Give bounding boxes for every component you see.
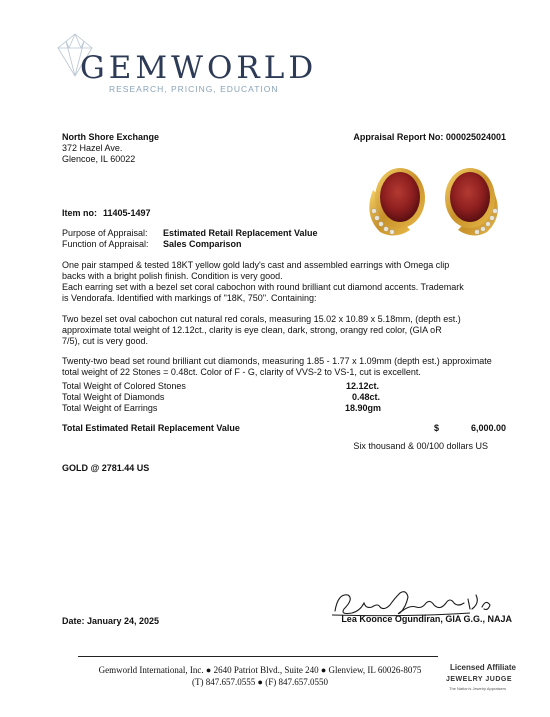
- function-label: Function of Appraisal:: [62, 239, 149, 249]
- weight-label-colored-stones: Total Weight of Colored Stones: [62, 381, 186, 391]
- description-line: is Vendorafa. Identified with markings of "18K, 750". Containing:: [62, 293, 317, 303]
- coral-description-line: approximate total weight of 12.12ct., clarity is eye clean, dark, strong, orangy red color, (GIA oR: [62, 325, 442, 335]
- client-address-line1: 372 Hazel Ave.: [62, 143, 123, 153]
- gold-price: GOLD @ 2781.44 US: [62, 463, 150, 473]
- footer-divider: [78, 656, 438, 657]
- client-address-line2: Glencoe, IL 60022: [62, 154, 136, 164]
- weight-value-earrings: 18.90gm: [345, 403, 382, 413]
- coral-description-line: 7/5), cut is very good.: [62, 336, 149, 346]
- purpose-label: Purpose of Appraisal:: [62, 228, 148, 238]
- appraiser-name: Lea Koonce Ogundiran, GIA G.G., NAJA: [341, 614, 512, 624]
- company-tagline: RESEARCH, PRICING, EDUCATION: [109, 84, 279, 94]
- affiliate-title: Licensed Affiliate: [450, 663, 516, 672]
- client-name: North Shore Exchange: [62, 132, 160, 142]
- total-value-amount: 6,000.00: [470, 423, 506, 433]
- item-number-value: 11405-1497: [103, 208, 151, 218]
- item-number-label: Item no:: [62, 208, 97, 218]
- footer-phone: (T) 847.657.0555 ● (F) 847.657.0550: [192, 677, 328, 687]
- currency-symbol: $: [434, 423, 440, 433]
- weight-value-diamonds: 0.48ct.: [352, 392, 381, 402]
- affiliate-tagline: The Nation's Jewelry Appraisers: [449, 686, 507, 691]
- description-line: backs with a bright polish finish. Condition is very good.: [62, 271, 283, 281]
- weight-label-earrings: Total Weight of Earrings: [62, 403, 158, 413]
- weight-label-diamonds: Total Weight of Diamonds: [62, 392, 165, 402]
- report-number: Appraisal Report No: 000025024001: [353, 132, 506, 142]
- right-earring: [445, 168, 498, 236]
- total-value-words: Six thousand & 00/100 dollars US: [353, 441, 488, 451]
- affiliate-logo: JEWELRY JUDGE: [446, 676, 513, 683]
- appraisal-date: Date: January 24, 2025: [62, 616, 160, 626]
- description-line: Each earring set with a bezel set coral cabochon with round brilliant cut diamond accents. Trademark: [62, 282, 464, 292]
- footer-address: Gemworld International, Inc. ● 2640 Patriot Blvd., Suite 240 ● Glenview, IL 60026-8075: [98, 665, 422, 675]
- diamond-description-line: total weight of 22 Stones = 0.48ct. Color of F - G, clarity of VVS-2 to VS-1, cut is excellent.: [62, 367, 421, 377]
- coral-description-line: Two bezel set oval cabochon cut natural red corals, measuring 15.02 x 10.89 x 5.18mm, (depth est.): [62, 314, 461, 324]
- diamond-description-line: Twenty-two bead set round brilliant cut diamonds, measuring 1.85 - 1.77 x 1.09mm (depth est.) approximate: [62, 356, 492, 366]
- earrings-photo: [355, 160, 515, 245]
- total-value-label: Total Estimated Retail Replacement Value: [62, 423, 240, 433]
- company-logo-text: GEMWORLD: [80, 50, 318, 86]
- left-earring: [369, 168, 425, 236]
- description-line: One pair stamped & tested 18KT yellow gold lady's cast and assembled earrings with Omega clip: [62, 260, 450, 270]
- weight-value-colored-stones: 12.12ct.: [346, 381, 380, 391]
- function-value: Sales Comparison: [163, 239, 242, 249]
- purpose-value: Estimated Retail Replacement Value: [163, 228, 318, 238]
